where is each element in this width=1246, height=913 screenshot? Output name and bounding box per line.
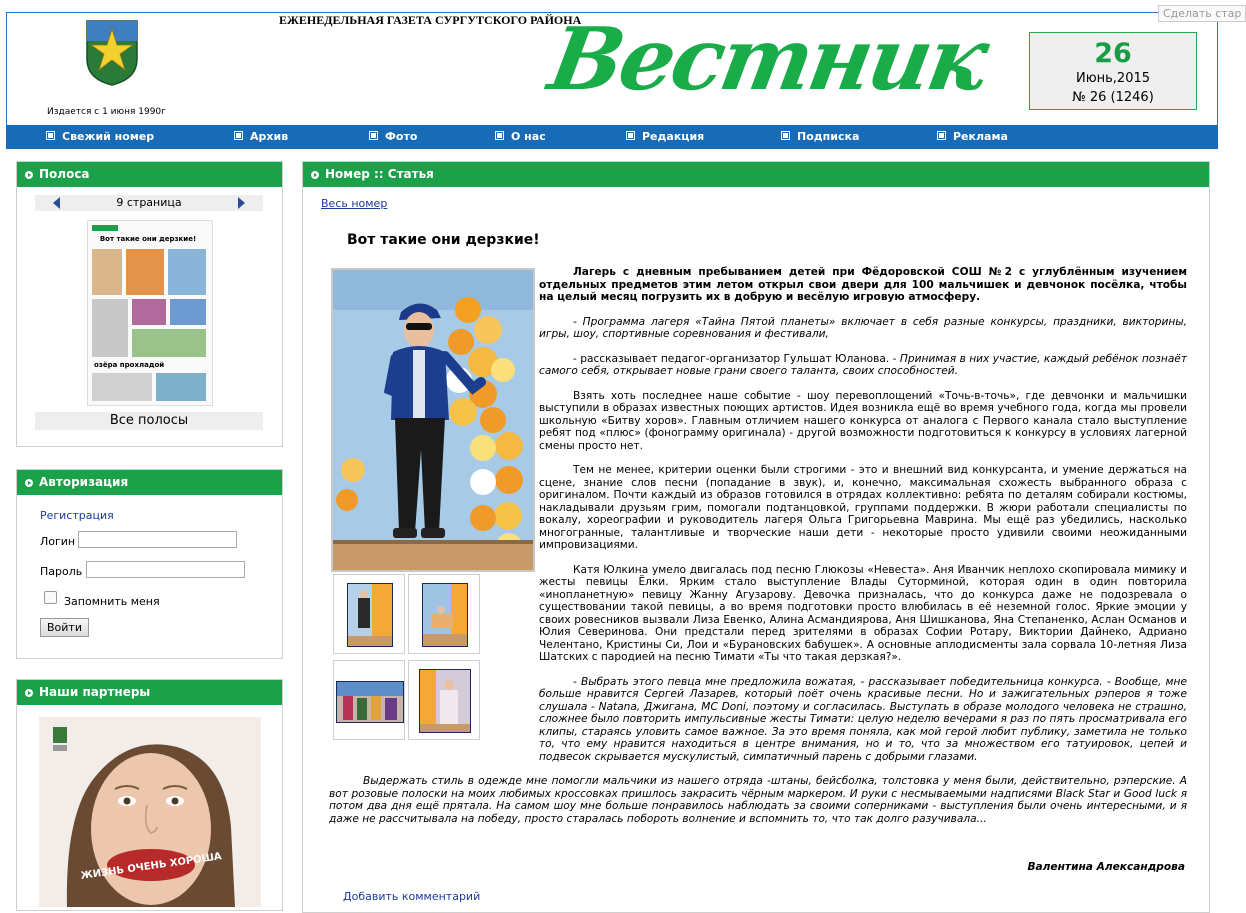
thumb-photo [156,373,206,401]
nav-photo[interactable]: Фото [369,130,417,143]
article-paragraph: - рассказывает педагог-организатор Гульшат Юланова. - Принимая в них участие, каждый ребёнок познаёт самого себя, открывает новые грани своего таланта, своих способностей. [539,352,1187,377]
newspaper-tagline: ЕЖЕНЕДЕЛЬНАЯ ГАЗЕТА СУРГУТСКОГО РАЙОНА [279,13,582,27]
thumb-title: Вот такие они дерзкие! [99,235,197,243]
remember-checkbox[interactable] [44,591,57,604]
all-pages-button[interactable]: Все полосы [35,412,263,430]
auth-panel [16,469,283,659]
article-panel [302,161,1210,913]
remember-label: Запомнить меня [64,595,160,608]
partner-banner[interactable] [39,717,261,907]
main-nav [6,125,1218,149]
partners-panel [16,679,283,911]
nav-archive[interactable]: Архив [234,130,288,143]
issue-number: № 26 (1246) [1072,90,1154,105]
thumb-photo [132,299,166,325]
logo-wordmark: Вестник [542,9,994,110]
gallery-photo [419,669,471,733]
bullet-icon [626,131,635,140]
article-paragraph: Тем не менее, критерии оценки были строгими - это и внешний вид конкурсанта, и умение держаться на сцене, знание слов песни (попадание в звук), и, конечно, максимальная схожесть выбранного образа с оригиналом. Почти каждый из образов готовился в отрядах коллективно: ребята по деталям собирали костюмы, накладывали друзьям грим, помогали подтанцовкой, группами поддержки. В жюри работали специалисты по вокалу, хореографии и руководитель лагеря Ольга Григорьевна Маврина. Мы ещё раз убедились, насколько многогранные, талантливые и творческие наши дети - некоторые просто удивили своими неожиданными импровизациями. [539,464,1187,551]
site-logo[interactable] [542,9,994,125]
whole-issue-link[interactable]: Весь номер [321,197,388,210]
nav-about[interactable]: О нас [495,130,546,143]
arrow-circle-icon [311,171,319,179]
gallery-thumbnail[interactable] [333,660,405,740]
page-thumbnail[interactable] [87,220,213,406]
bullet-icon [46,131,55,140]
nav-advertising[interactable]: Реклама [937,130,1008,143]
bullet-icon [495,131,504,140]
since-label: Издается с 1 июня 1990г [47,107,166,117]
bullet-icon [937,131,946,140]
password-label: Пароль [40,565,83,578]
bullet-icon [369,131,378,140]
arrow-circle-icon [25,171,33,179]
article-paragraph: - Выбрать этого певца мне предложила вожатая, - рассказывает победительница конкурса. - Вообще, мне больше нравится Сергей Лазарев, который поёт очень красивые песни. Но и зажигательных рэперов я тоже слушала - Natana, Джигана, MC Doni, поэтому и согласилась. Выступать в образе молодого человека не страшно, сложнее было повторить импульсивные жесты Тимати: целую неделю вечерами я раз по пять просматривала его клипы, стараясь уловить самое важное. За это время поняла, как мой герой любит публику, заметила не только то, что ему нравится находиться в центре внимания, но и то, что за множеством его татуировок, цепей и подвесок скрывается мускулистый, симпатичный парень с добрыми глазами. [539,675,1187,763]
thumb-photo [126,249,164,295]
page-pager [35,195,263,211]
pages-panel [16,161,283,447]
gallery-photo [347,583,393,647]
thumb-photo [168,249,206,295]
panel-header: Авторизация [17,470,282,495]
panel-header: Наши партнеры [17,680,282,705]
add-comment-link[interactable]: Добавить комментарий [343,890,481,903]
gallery-thumbnail[interactable] [408,574,480,654]
thumb-photo [132,329,206,357]
article-title: Вот такие они дерзкие! [347,232,540,248]
article-paragraph: Катя Юлкина умело двигалась под песню Глюкозы «Невеста». Аня Иванчик неплохо скопировала мимику и жесты певицы Ёлки. Ярким стало выступление Влады Суторминой, которая один в один повторила «инопланетную» певицу Жанну Агузарову. Девочка призналась, что до конкурса даже не подозревала о существовании такой певицы, а во время подготовки просто влюбилась в её неземной голос. Яркие эмоции у своих ровесников вызвали Лиза Евенко, Алина Асмандиярова, Аня Шишканова, Яна Степаненко, Аслан Османов и Юлия Северинова. Они предстали перед зрителями в образах Софии Ротару, Виктории Дайнеко, Адриано Челентано, Кристины Си, Лои и «Бурановских бабушек». А основные аплодисменты зала сорвала 10-летняя Лиза Шатских с пародией на песню Тимати «Ты что такая дерзкая?». [539,563,1187,663]
thumb-text [92,299,128,357]
partner-ad-image [39,717,261,907]
next-page-icon[interactable] [238,197,245,209]
gallery-photo [336,681,404,723]
nav-subscription[interactable]: Подписка [781,130,859,143]
current-page-label: 9 страница [116,196,182,209]
article-paragraph: - Программа лагеря «Тайна Пятой планеты» включает в себя разные конкурсы, праздники, викторины, игры, шоу, спортивные соревнования и фестивали, [539,315,1187,340]
thumb-text [92,373,152,401]
nav-editorial[interactable]: Редакция [626,130,704,143]
article-paragraph: Выдержать стиль в одежде мне помогли мальчики из нашего отряда -штаны, бейсболка, толстовка у меня были, действительно, рэперские. А вот розовые полоски на моих любимых кроссовках пришлось закрасить чёрным маркером. И руки с несмываемыми надписями Black Star и Good luck я потом два дня ещё прятала. На самом шоу мне больше понравилось наблюдать за своими соперниками - выступления были очень интересными, и я даже не рассчитывала на победу, просто старалась побороть волнение и вспомнить то, что так долго разучивала... [329,775,1187,825]
prev-page-icon[interactable] [53,197,60,209]
gallery-photo [422,583,468,647]
bullet-icon [234,131,243,140]
article-paragraph: Взять хоть последнее наше событие - шоу перевоплощений «Точь-в-точь», где девчонки и мальчишки выступили в образах известных поющих артистов. Идея возникла ещё во время учебного года, когда мы провели школьную «Битву хоров». Главным отличием нашего конкурса от аналога с Первого канала стало выступление ребят под «плюс» (фонограмму оригинала) - другой возможности подготовиться к конкурсу в условиях лагерной смены просто нет. [539,389,1187,452]
bullet-icon [781,131,790,140]
coat-of-arms-icon [83,19,141,87]
article-author: Валентина Александрова [1027,861,1185,873]
thumb-logo [92,225,118,231]
login-input[interactable] [78,531,237,548]
issue-day: 26 [1094,38,1132,69]
password-input[interactable] [86,561,245,578]
login-button[interactable]: Войти [40,618,89,637]
issue-month-year: Июнь,2015 [1075,71,1151,86]
main-photo-image [333,270,533,570]
thumb-photo [170,299,206,325]
gallery-thumbnail[interactable] [408,660,480,740]
gallery-thumbnail[interactable] [333,574,405,654]
partner-ad-text: ЖИЗНЬ ОЧЕНЬ ХОРОША [80,851,223,882]
arrow-circle-icon [25,479,33,487]
arrow-circle-icon [25,689,33,697]
login-label: Логин [40,535,76,548]
main-article-photo[interactable] [331,268,535,572]
thumb-subtitle: озёра прохладой [94,361,165,369]
article-lead: Лагерь с дневным пребыванием детей при Фёдоровской СОШ №2 с углублённым изучением отдельных предметов этим летом открыл свои двери для 100 мальчишек и девчонок посёлка, чтобы на целый месяц погрузить их в добрую и весёлую игровую атмосферу. [539,266,1187,303]
issue-box [1029,32,1197,110]
panel-header: Номер :: Статья [303,162,1209,187]
thumb-photo [92,249,122,295]
panel-header: Полоса [17,162,282,187]
make-homepage-tooltip: Сделать стар [1158,5,1246,22]
nav-fresh-issue[interactable]: Свежий номер [46,130,154,143]
register-link[interactable]: Регистрация [40,509,114,522]
